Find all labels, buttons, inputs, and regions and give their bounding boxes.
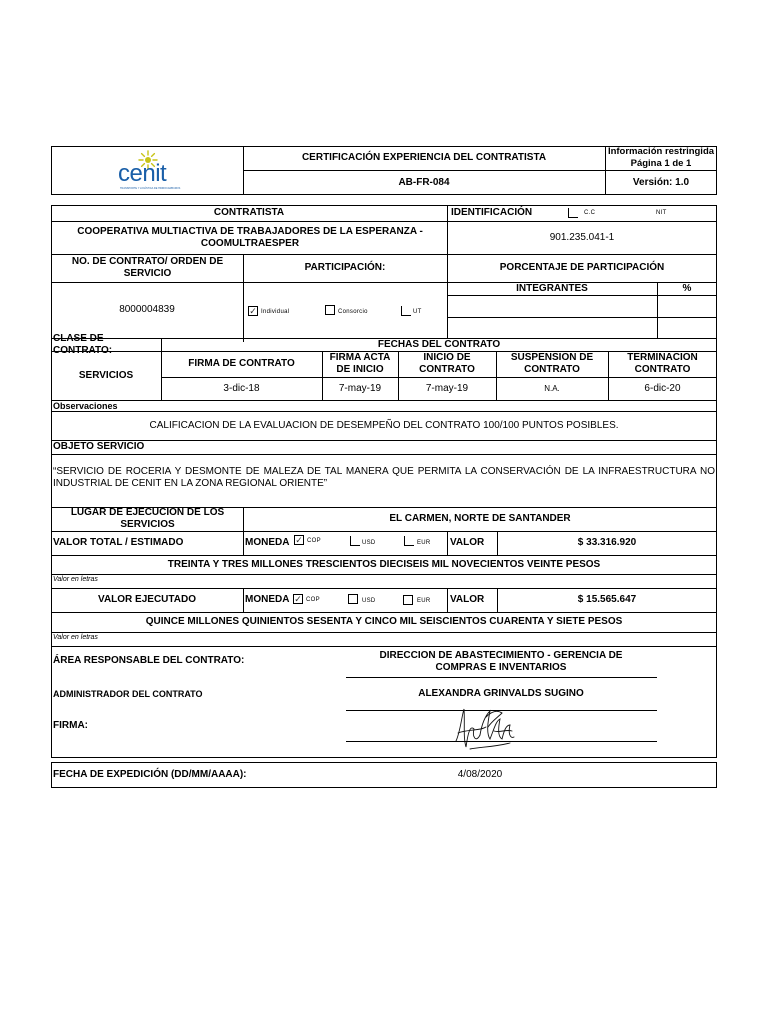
date-value-termination: 6-dic-20 — [644, 382, 681, 394]
contract-dates-label: FECHAS DEL CONTRATO — [377, 338, 501, 350]
date-header-signing: FIRMA DE CONTRATO — [188, 358, 295, 369]
observations-text: CALIFICACION DE LA EVALUACION DE DESEMPEÑO DEL CONTRATO 100/100 PUNTOS POSIBLES. — [149, 419, 619, 431]
contract-number-value: 8000004839 — [119, 304, 175, 315]
cenit-logo — [112, 150, 192, 192]
signature-label: FIRMA: — [53, 720, 88, 731]
signature-image — [450, 703, 520, 755]
form-code: AB-FR-084 — [398, 176, 450, 188]
responsible-area-value: DIRECCION DE ABASTECIMIENTO - GERENCIA DE COMPRAS E INVENTARIOS — [379, 650, 623, 673]
total-eur-checkbox[interactable] — [404, 536, 414, 546]
total-currency-label: MONEDA — [245, 537, 290, 548]
location-value: EL CARMEN, NORTE DE SANTANDER — [389, 513, 571, 524]
date-header-start-act: FIRMA ACTA DE INICIO — [329, 352, 391, 375]
date-value-start-act: 7-may-19 — [338, 382, 382, 394]
logo-subtitle: TRANSPORTE Y LOGÍSTICA DE HIDROCARBUROS — [120, 187, 181, 190]
total-value-label: VALOR TOTAL / ESTIMADO — [53, 537, 184, 548]
executed-words-note: Valor en letras — [53, 634, 98, 641]
ut-checkbox[interactable] — [401, 306, 411, 316]
responsible-area-label: ÁREA RESPONSABLE DEL CONTRATO: — [53, 655, 245, 666]
date-header-start: INICIO DE CONTRATO — [419, 352, 475, 375]
object-label: OBJETO SERVICIO — [53, 441, 145, 452]
location-label: LUGAR DE EJECUCION DE LOS SERVICIOS — [70, 507, 225, 530]
contractor-name: COOPERATIVA MULTIACTIVA DE TRABAJADORES DE LA ESPERANZA - COOMULTRAESPER — [77, 225, 423, 249]
executed-eur-label: EUR — [417, 598, 431, 604]
total-usd-label: USD — [362, 540, 376, 546]
executed-usd-label: USD — [362, 598, 376, 604]
date-header-suspension: SUSPENSION DE CONTRATO — [510, 352, 594, 375]
contract-class-value: SERVICIOS — [78, 369, 134, 381]
contract-admin-value: ALEXANDRA GRINVALDS SUGINO — [418, 688, 584, 699]
total-cop-checkbox[interactable]: ✓ — [295, 535, 303, 545]
object-text: “SERVICIO DE ROCERIA Y DESMONTE DE MALEZA DE TAL MANERA QUE PERMITA LA CONSERVACIÓN DE LA INFRAESTRUCTURA NO INDUSTRIAL DE CENIT EN LA ZONA REGIONAL ORIENTE” — [53, 466, 715, 489]
form-version: Versión: 1.0 — [632, 176, 690, 188]
total-value: $ 33.316.920 — [577, 537, 637, 548]
consorcio-checkbox[interactable] — [325, 305, 335, 315]
date-value-start: 7-may-19 — [425, 382, 469, 394]
total-value-in-words: TREINTA Y TRES MILLONES TRESCIENTOS DIECISEIS MIL NOVECIENTOS VEINTE PESOS — [167, 558, 601, 570]
executed-usd-checkbox[interactable] — [348, 594, 358, 604]
cc-label: C.C — [584, 210, 596, 216]
contract-admin-label: ADMINISTRADOR DEL CONTRATO — [53, 689, 203, 699]
date-value-suspension: N.A. — [544, 383, 560, 393]
participation-label: PARTICIPACIÓN: — [304, 262, 386, 273]
consorcio-label: Consorcio — [338, 309, 368, 315]
total-cop-label: COP — [307, 538, 321, 544]
logo-text: cenit — [118, 160, 167, 187]
page-number: Página 1 de 1 — [630, 157, 692, 169]
individual-checkbox[interactable]: ✓ — [249, 306, 257, 316]
cc-checkbox[interactable] — [568, 208, 578, 218]
observations-label: Observaciones — [53, 400, 118, 411]
contract-class-label: CLASE DE CONTRATO: — [53, 332, 113, 356]
form-title: CERTIFICACIÓN EXPERIENCIA DEL CONTRATISTA — [301, 152, 547, 163]
ut-label: UT — [413, 309, 422, 315]
executed-currency-label: MONEDA — [245, 594, 290, 605]
executed-value: $ 15.565.647 — [577, 594, 637, 605]
date-header-termination: TERMINACION CONTRATO — [627, 352, 698, 375]
percentage-label: PORCENTAJE DE PARTICIPACIÓN — [499, 262, 665, 273]
date-value-signing: 3-dic-18 — [223, 382, 260, 394]
total-words-note: Valor en letras — [53, 576, 98, 583]
issue-date-label: FECHA DE EXPEDICIÓN (DD/MM/AAAA): — [53, 769, 247, 780]
total-usd-checkbox[interactable] — [350, 536, 360, 546]
percent-header: % — [682, 282, 692, 294]
identification-value: 901.235.041-1 — [549, 231, 615, 243]
executed-eur-checkbox[interactable] — [403, 595, 413, 605]
executed-cop-label: COP — [306, 597, 320, 603]
members-label: INTEGRANTES — [516, 282, 588, 294]
total-eur-label: EUR — [417, 540, 431, 546]
nit-label: NIT — [656, 210, 667, 216]
restricted-info: Información restringida — [607, 146, 715, 157]
total-value-field-label: VALOR — [450, 537, 485, 548]
executed-value-in-words: QUINCE MILLONES QUINIENTOS SESENTA Y CINCO MIL SEISCIENTOS CUARENTA Y SIETE PESOS — [145, 616, 623, 627]
issue-date-value: 4/08/2020 — [457, 769, 503, 780]
executed-cop-checkbox[interactable]: ✓ — [294, 594, 302, 604]
contract-number-label: NO. DE CONTRATO/ ORDEN DE SERVICIO — [71, 256, 224, 279]
contractor-label: CONTRATISTA — [213, 207, 285, 218]
identification-label: IDENTIFICACIÓN — [451, 207, 533, 218]
executed-value-label: VALOR EJECUTADO — [98, 594, 196, 605]
individual-label: Individual — [261, 309, 290, 315]
executed-value-field-label: VALOR — [450, 594, 485, 605]
